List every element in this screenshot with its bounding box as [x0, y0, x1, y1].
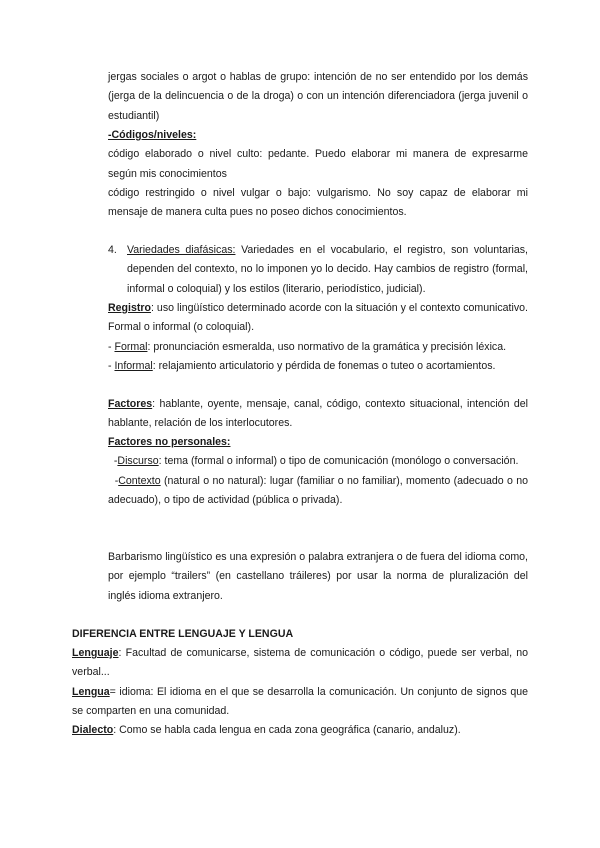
registro-section: Registro: uso lingüístico determinado acorde con la situación y el contexto comunicativo. Formal o informal (o coloquial). - Formal: pronunciación esmeralda, uso normativo de la gramática y precisión léxica. - Informal: relajamiento articulatorio y pérdida de fonemas o tuteo o acortamientos.	[108, 302, 528, 372]
formal-text: : pronunciación esmeralda, uso normativo de la gramática y precisión léxica.	[147, 340, 507, 353]
barbarismo-paragraph	[108, 548, 528, 606]
informal-term: Informal	[114, 359, 153, 372]
diferencia-section	[72, 644, 528, 740]
lenguaje-term: Lenguaje	[72, 647, 119, 659]
factores-term: Factores	[108, 398, 153, 410]
lenguaje-text: : Facultad de comunicarse, sistema de comunicación o código, puede ser verbal, no verbal...	[72, 647, 528, 679]
codigos-section	[108, 126, 528, 222]
discurso-text: : tema (formal o informal) o tipo de comunicación (monólogo o conversación.	[158, 455, 519, 468]
dialecto-term: Dialecto	[72, 724, 114, 737]
factores-section	[108, 395, 528, 434]
codigo-restringido-text: código restringido o nivel vulgar o bajo: vulgarismo. No soy capaz de elaborar mi mensaje de manera culta pues no poseo dichos conocimientos.	[108, 186, 528, 219]
diafasicas-text: Variedades en el vocabulario, el registro, son voluntarias, dependen del contexto, no lo imponen yo lo decido. Hay cambios de registro (formal, informal o coloquial) y los estilos (literario, periodístico, judicial).	[127, 244, 528, 295]
registro-text: : uso lingüístico determinado acorde con la situación y el contexto comunicativo. Formal o informal (o coloquial).	[108, 302, 528, 334]
item-number: 4.	[108, 244, 117, 256]
codigo-elaborado-text: código elaborado o nivel culto: pedante. Puedo elaborar mi manera de expresarme según mis conocimientos	[108, 148, 528, 180]
discurso-term: Discurso	[117, 455, 159, 468]
section-heading: DIFERENCIA ENTRE LENGUAJE Y LENGUA	[72, 628, 294, 640]
lengua-term: Lengua	[72, 685, 110, 698]
dialecto-text: : Como se habla cada lengua en cada zona geográfica (canario, andaluz).	[113, 724, 461, 737]
contexto-text: (natural o no natural): lugar (familiar o no familiar), momento (adecuado o no adecuado), o tipo de actividad (pública o privada).	[108, 474, 529, 506]
contexto-term: Contexto	[118, 474, 161, 487]
diafasicas-item	[108, 241, 528, 299]
factores-no-personales-section: Factores no personales: -Discurso: tema (formal o informal) o tipo de comunicación (monólogo o conversación. -Contexto (natural o no natural): lugar (familiar o no familiar), momento (adecuado o no adecuado), o tipo de actividad (pública o privada).	[108, 436, 529, 506]
jergas-paragraph	[108, 68, 528, 126]
codigos-title: -Códigos/niveles:	[108, 129, 197, 141]
factores-no-personales-title: Factores no personales:	[108, 436, 231, 448]
diafasicas-term: Variedades diafásicas:	[127, 244, 236, 256]
barbarismo-text: Barbarismo lingüístico es una expresión o palabra extranjera o de fuera del idioma como, por ejemplo “trailers” (en castellano tráileres) por usar la norma de pluralización del inglés idioma extranjero.	[108, 551, 528, 602]
informal-text: : relajamiento articulatorio y pérdida de fonemas o tuteo o acortamientos.	[152, 359, 496, 372]
jergas-text: jergas sociales o argot o hablas de grupo: intención de no ser entendido por los demás (jerga de la delincuencia o de la droga) o con un intención diferenciadora (jerga juvenil o estudiantil)	[108, 71, 528, 122]
registro-term: Registro	[108, 302, 151, 314]
lengua-text: = idioma: El idioma en el que se desarrolla la comunicación. Un conjunto de signos que se comparten en una comunidad.	[72, 685, 528, 717]
formal-term: Formal	[114, 340, 148, 353]
factores-text: : hablante, oyente, mensaje, canal, código, contexto situacional, intención del hablante, relación de los interlocutores.	[108, 398, 528, 430]
